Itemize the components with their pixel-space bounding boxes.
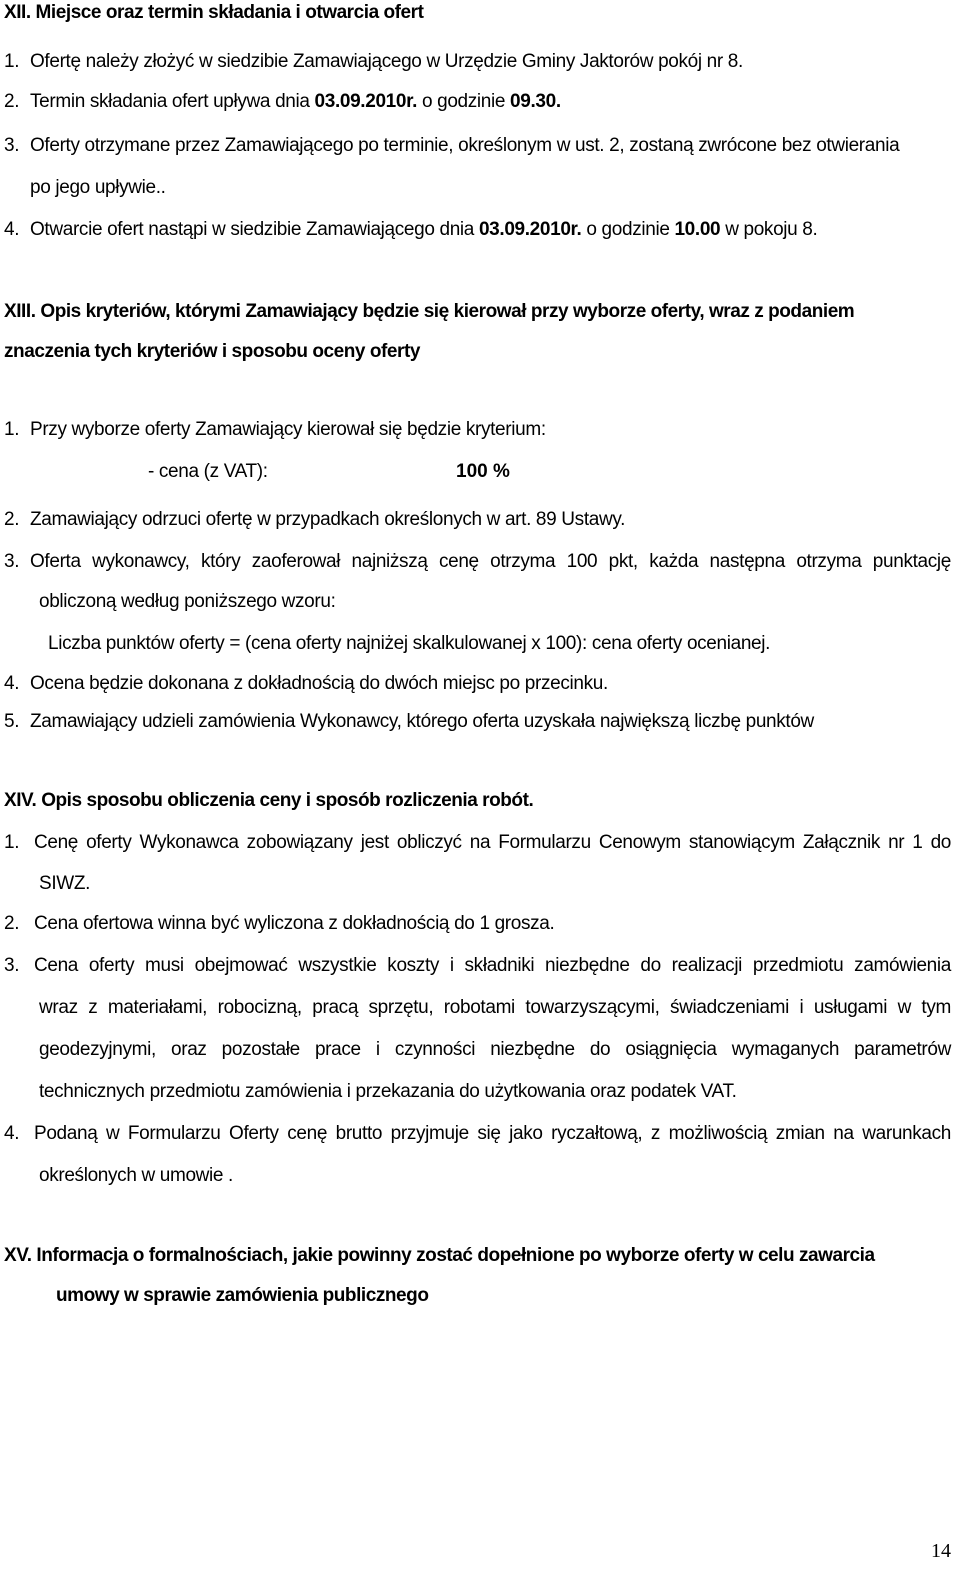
page-number: 14: [931, 1540, 951, 1562]
list-item-continuation: geodezyjnymi, oraz pozostałe prace i czynności niezbędne do osiągnięcia wymaganych parametrów: [39, 1039, 951, 1060]
section-xiii-title: XIII. Opis kryteriów, którymi Zamawiający będzie się kierował przy wyborze oferty, wraz z podaniem: [4, 301, 855, 322]
criterion-label: - cena (z VAT):: [148, 461, 268, 482]
list-item: 3. Oferty otrzymane przez Zamawiającego po terminie, określonym w ust. 2, zostaną zwrócone bez otwierania: [4, 135, 900, 156]
section-xiii-title-continuation: znaczenia tych kryteriów i sposobu oceny oferty: [4, 341, 420, 362]
list-item-continuation: technicznych przedmiotu zamówienia i przekazania do użytkowania oraz podatek VAT.: [39, 1081, 737, 1102]
criterion-weight: 100 %: [456, 461, 510, 482]
list-item-continuation: obliczoną według poniższego wzoru:: [39, 591, 336, 612]
section-xv-title: XV. Informacja o formalnościach, jakie powinny zostać dopełnione po wyborze oferty w celu zawarcia: [4, 1245, 875, 1266]
list-item: 5. Zamawiający udzieli zamówienia Wykonawcy, którego oferta uzyskała największą liczbę punktów: [4, 711, 814, 732]
scoring-formula: Liczba punktów oferty = (cena oferty najniżej skalkulowanej x 100): cena oferty ocenianej.: [48, 633, 771, 654]
section-xiv-title: XIV. Opis sposobu obliczenia ceny i sposób rozliczenia robót.: [4, 790, 534, 811]
list-item: 4. Ocena będzie dokonana z dokładnością do dwóch miejsc po przecinku.: [4, 673, 608, 694]
list-item: 3. Oferta wykonawcy, który zaoferował najniższą cenę otrzyma 100 pkt, każda następna otrzyma punktację: [4, 551, 951, 572]
list-item: 2. Termin składania ofert upływa dnia 03.09.2010r. o godzinie 09.30.: [4, 91, 561, 112]
list-item-continuation: określonych w umowie .: [39, 1165, 233, 1186]
list-item-continuation: wraz z materiałami, robocizną, pracą sprzętu, robotami towarzyszącymi, świadczeniami i usługami w tym: [39, 997, 951, 1018]
list-item: 2. Zamawiający odrzuci ofertę w przypadkach określonych w art. 89 Ustawy.: [4, 509, 626, 530]
list-item: 1. Przy wyborze oferty Zamawiający kierował się będzie kryterium:: [4, 419, 546, 440]
section-xii-title: XII. Miejsce oraz termin składania i otwarcia ofert: [4, 2, 424, 23]
list-item: 2. Cena ofertowa winna być wyliczona z dokładnością do 1 grosza.: [4, 913, 555, 934]
list-item: 4. Podaną w Formularzu Oferty cenę brutto przyjmuje się jako ryczałtową, z możliwością zmian na warunkach: [4, 1123, 951, 1144]
list-item-continuation: SIWZ.: [39, 873, 91, 894]
section-xv-title-continuation: umowy w sprawie zamówienia publicznego: [56, 1285, 429, 1306]
list-item-continuation: po jego upływie..: [30, 177, 166, 198]
list-item: 4. Otwarcie ofert nastąpi w siedzibie Zamawiającego dnia 03.09.2010r. o godzinie 10.00 w pokoju 8.: [4, 219, 818, 240]
list-item: 1. Cenę oferty Wykonawca zobowiązany jest obliczyć na Formularzu Cenowym stanowiącym Załącznik nr 1 do: [4, 832, 951, 853]
list-item: 1. Ofertę należy złożyć w siedzibie Zamawiającego w Urzędzie Gminy Jaktorów pokój nr 8.: [4, 51, 743, 72]
list-item: 3. Cena oferty musi obejmować wszystkie koszty i składniki niezbędne do realizacji przedmiotu zamówienia: [4, 955, 951, 976]
